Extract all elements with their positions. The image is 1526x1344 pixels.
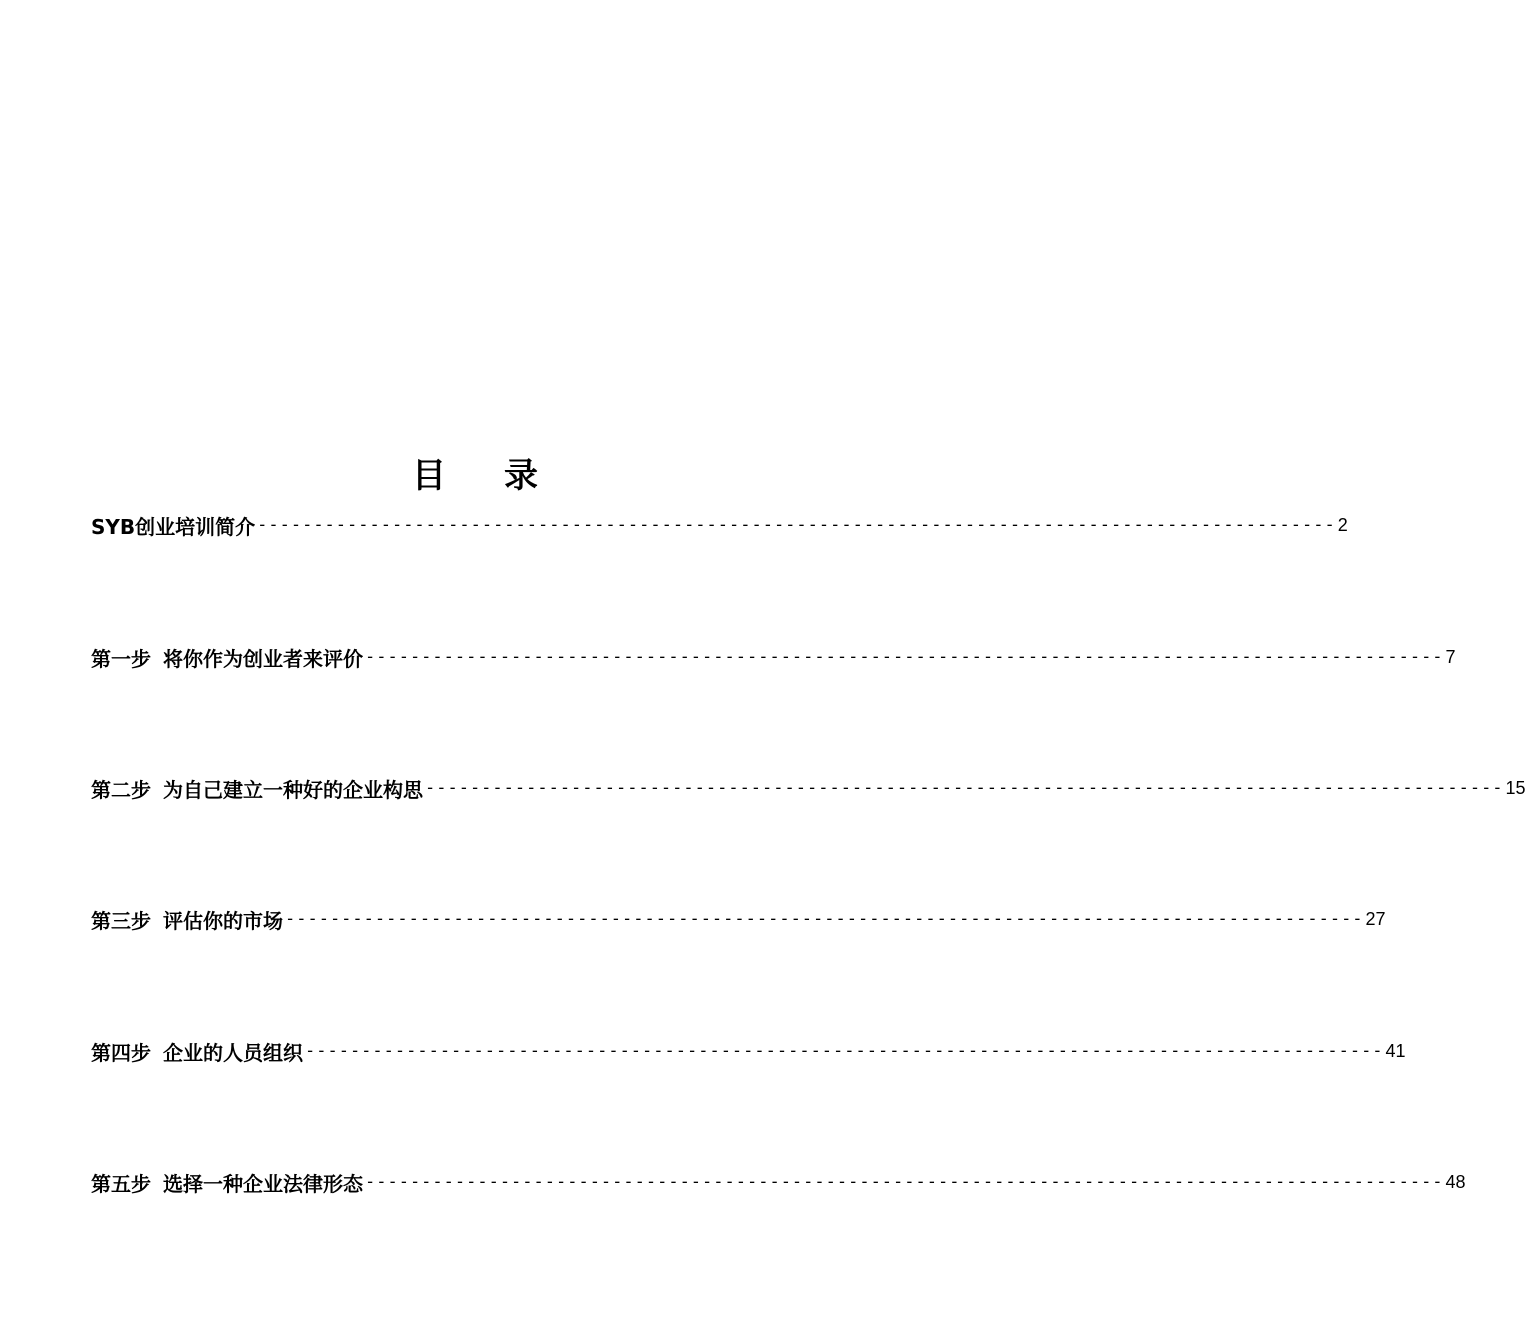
toc-entry-text: 将你作为创业者来评价	[163, 646, 363, 671]
toc-leader-dashes: ------------------------------------------------------------------------------------------------	[365, 647, 1444, 667]
toc-step-label: 第四步	[91, 1040, 151, 1065]
toc-step-label: 第二步	[91, 777, 151, 802]
toc-entry-text: 企业的人员组织	[163, 1040, 303, 1065]
toc-step-label: 第五步	[91, 1171, 151, 1196]
toc-page-number: 7	[1445, 646, 1456, 667]
toc-step-label: 第一步	[91, 646, 151, 671]
toc-page-number: 41	[1385, 1040, 1406, 1061]
toc-entry-text: 评估你的市场	[163, 908, 283, 933]
toc-entry-step-4[interactable]	[91, 1036, 1406, 1066]
toc-leader-dashes: ------------------------------------------------------------------------------------------------	[365, 1172, 1444, 1192]
toc-page-number: 2	[1337, 514, 1348, 535]
toc-page-number: 48	[1445, 1171, 1466, 1192]
toc-entry-step-3[interactable]	[91, 904, 1386, 934]
toc-entry-step-2[interactable]	[91, 773, 1526, 803]
toc-entry-text: 为自己建立一种好的企业构思	[163, 777, 423, 802]
toc-leader-dashes: ------------------------------------------------------------------------------------------------	[305, 1041, 1384, 1061]
toc-leader-dashes: ------------------------------------------------------------------------------------------------	[257, 515, 1336, 535]
toc-step-label: 第三步	[91, 908, 151, 933]
toc-entry-step-1[interactable]	[91, 642, 1456, 672]
toc-page-number: 15	[1505, 777, 1526, 798]
toc-entry-text: SYB创业培训简介	[91, 514, 256, 539]
toc-leader-dashes: ------------------------------------------------------------------------------------------------	[285, 909, 1364, 929]
toc-leader-dashes: ------------------------------------------------------------------------------------------------	[425, 778, 1504, 798]
toc-entry-intro[interactable]	[91, 510, 1348, 540]
toc-heading-char-1: 目	[412, 456, 446, 496]
toc-heading-char-2: 录	[504, 456, 538, 496]
toc-entry-text: 选择一种企业法律形态	[163, 1171, 363, 1196]
toc-page-number: 27	[1365, 908, 1386, 929]
toc-list	[91, 0, 1526, 1344]
toc-entry-step-5[interactable]	[91, 1167, 1466, 1197]
